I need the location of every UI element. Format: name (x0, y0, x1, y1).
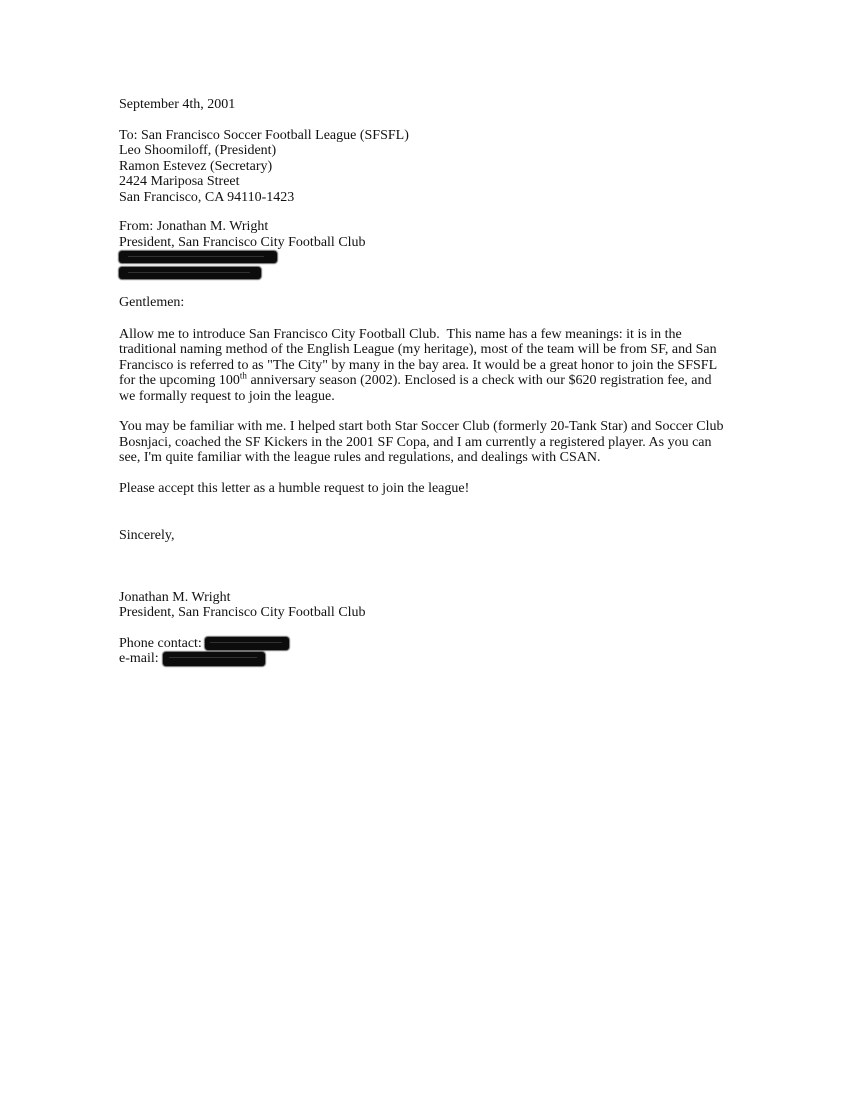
closing (119, 528, 731, 544)
letter-date (119, 97, 731, 113)
paragraph-background (119, 419, 731, 466)
paragraph-line: You may be familiar with me. I helped start both Star Soccer Club (formerly 20-Tank Star) and Soccer Club (119, 419, 724, 434)
paragraph-line: Please accept this letter as a humble request to join the league! (119, 480, 470, 496)
recipient-line: 2424 Mariposa Street (119, 174, 240, 189)
sender-line: From: Jonathan M. Wright (119, 219, 269, 234)
line-text: anniversary season (2002). Enclosed is a check with our $620 registration fee, and (246, 373, 712, 388)
date-text: September 4th, 2001 (119, 97, 236, 112)
recipient-line: San Francisco, CA 94110-1423 (119, 189, 295, 205)
sender-line: President, San Francisco City Football Club (119, 234, 366, 250)
paragraph-line: traditional naming method of the English League (my heritage), most of the team will be from SF, and San (119, 342, 717, 357)
signature-title: President, San Francisco City Football Club (119, 605, 366, 620)
line-text: for the upcoming 100 (119, 373, 240, 388)
redaction-mark (119, 267, 261, 279)
paragraph-line: we formally request to join the league. (119, 388, 335, 404)
paragraph-line: see, I'm quite familiar with the league rules and regulations, and dealings with CSAN. (119, 450, 601, 465)
paragraph-line: Allow me to introduce San Francisco City Football Club. This name has a few meanings: it is in the (119, 326, 682, 342)
letter-body (119, 97, 731, 667)
redaction-mark (205, 637, 289, 650)
recipient-line: Ramon Estevez (Secretary) (119, 158, 273, 174)
signature-block (119, 590, 731, 621)
paragraph-request (119, 481, 731, 497)
recipient-line: Leo Shoomiloff, (President) (119, 143, 277, 158)
paragraph-line: Bosnjaci, coached the SF Kickers in the 2001 SF Copa, and I am currently a registered player. As you can (119, 434, 712, 450)
ordinal-suffix: th (239, 370, 247, 381)
redaction-mark (119, 251, 277, 263)
paragraph-line (119, 370, 731, 389)
closing-text: Sincerely, (119, 528, 175, 543)
sender-block (119, 219, 731, 281)
recipient-block (119, 128, 731, 206)
recipient-line: To: San Francisco Soccer Football League (SFSFL) (119, 127, 409, 143)
salutation (119, 295, 731, 311)
signature-name: Jonathan M. Wright (119, 589, 231, 605)
paragraph-line: Francisco is referred to as "The City" by many in the bay area. It would be a great honor to join the SFSFL (119, 357, 718, 373)
contact-block (119, 636, 731, 667)
phone-label: Phone contact: (119, 635, 202, 651)
paragraph-intro (119, 327, 731, 405)
salutation-text: Gentlemen: (119, 295, 185, 310)
email-label: e-mail: (119, 651, 159, 666)
redaction-mark (163, 652, 265, 666)
